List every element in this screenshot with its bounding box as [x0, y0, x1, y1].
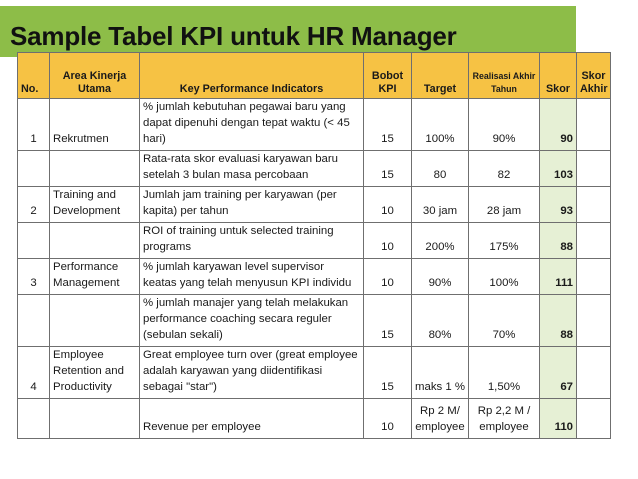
- page-title: Sample Tabel KPI untuk HR Manager: [10, 21, 457, 51]
- row-area: Rekrutmen: [50, 99, 140, 151]
- row-target: maks 1 %: [412, 347, 469, 399]
- row-realisasi: 70%: [469, 295, 540, 347]
- row-realisasi: 1,50%: [469, 347, 540, 399]
- row-skor: 67: [540, 347, 577, 399]
- row-skor-akhir: [577, 99, 611, 151]
- row-realisasi: 82: [469, 151, 540, 187]
- row-area: Performance Management: [50, 259, 140, 295]
- row-no: 1: [18, 99, 50, 151]
- row-skor-akhir: [577, 347, 611, 399]
- row-skor: 90: [540, 99, 577, 151]
- row-target: 30 jam: [412, 187, 469, 223]
- header-skor-akhir: Skor Akhir: [577, 53, 611, 99]
- header-realisasi: Realisasi Akhir Tahun: [469, 53, 540, 99]
- row-realisasi: 100%: [469, 259, 540, 295]
- row-area: [50, 151, 140, 187]
- row-skor: 111: [540, 259, 577, 295]
- row-kpi: Revenue per employee: [140, 399, 364, 439]
- row-skor: 93: [540, 187, 577, 223]
- row-area: Employee Retention and Productivity: [50, 347, 140, 399]
- row-skor-akhir: [577, 295, 611, 347]
- row-bobot: 15: [364, 99, 412, 151]
- row-bobot: 10: [364, 259, 412, 295]
- row-kpi: % jumlah manajer yang telah melakukan performance coaching secara reguler (sebulan sekali): [140, 295, 364, 347]
- row-realisasi: 175%: [469, 223, 540, 259]
- row-target: 80: [412, 151, 469, 187]
- row-skor: 88: [540, 295, 577, 347]
- row-area: [50, 399, 140, 439]
- row-skor-akhir: [577, 223, 611, 259]
- row-kpi: Rata-rata skor evaluasi karyawan baru setelah 3 bulan masa percobaan: [140, 151, 364, 187]
- row-bobot: 10: [364, 399, 412, 439]
- row-no: 3: [18, 259, 50, 295]
- row-no: [18, 295, 50, 347]
- row-no: [18, 399, 50, 439]
- row-bobot: 10: [364, 187, 412, 223]
- row-skor: 110: [540, 399, 577, 439]
- row-skor-akhir: [577, 259, 611, 295]
- row-kpi: ROI of training untuk selected training programs: [140, 223, 364, 259]
- row-area: [50, 223, 140, 259]
- row-skor-akhir: [577, 399, 611, 439]
- row-bobot: 10: [364, 223, 412, 259]
- row-kpi: % jumlah kebutuhan pegawai baru yang dapat dipenuhi dengan tepat waktu (< 45 hari): [140, 99, 364, 151]
- row-skor-akhir: [577, 151, 611, 187]
- row-kpi: % jumlah karyawan level supervisor keatas yang telah menyusun KPI individu: [140, 259, 364, 295]
- row-target: 90%: [412, 259, 469, 295]
- row-no: [18, 223, 50, 259]
- row-bobot: 15: [364, 295, 412, 347]
- header-skor: Skor: [540, 53, 577, 99]
- row-target: 200%: [412, 223, 469, 259]
- row-bobot: 15: [364, 347, 412, 399]
- header-area: Area Kinerja Utama: [50, 53, 140, 99]
- kpi-table: [17, 52, 611, 439]
- row-no: 4: [18, 347, 50, 399]
- header-bobot: Bobot KPI: [364, 53, 412, 99]
- row-realisasi: 28 jam: [469, 187, 540, 223]
- row-area: Training and Development: [50, 187, 140, 223]
- row-kpi: Jumlah jam training per karyawan (per kapita) per tahun: [140, 187, 364, 223]
- row-skor-akhir: [577, 187, 611, 223]
- row-skor: 88: [540, 223, 577, 259]
- row-target: 80%: [412, 295, 469, 347]
- row-target: Rp 2 M/ employee: [412, 399, 469, 439]
- header-kpi: Key Performance Indicators: [140, 53, 364, 99]
- header-no: No.: [18, 53, 50, 99]
- row-skor: 103: [540, 151, 577, 187]
- row-bobot: 15: [364, 151, 412, 187]
- row-target: 100%: [412, 99, 469, 151]
- row-no: 2: [18, 187, 50, 223]
- row-realisasi: 90%: [469, 99, 540, 151]
- row-kpi: Great employee turn over (great employee adalah karyawan yang diidentifikasi sebagai "star"): [140, 347, 364, 399]
- row-realisasi: Rp 2,2 M / employee: [469, 399, 540, 439]
- header-target: Target: [412, 53, 469, 99]
- row-area: [50, 295, 140, 347]
- row-no: [18, 151, 50, 187]
